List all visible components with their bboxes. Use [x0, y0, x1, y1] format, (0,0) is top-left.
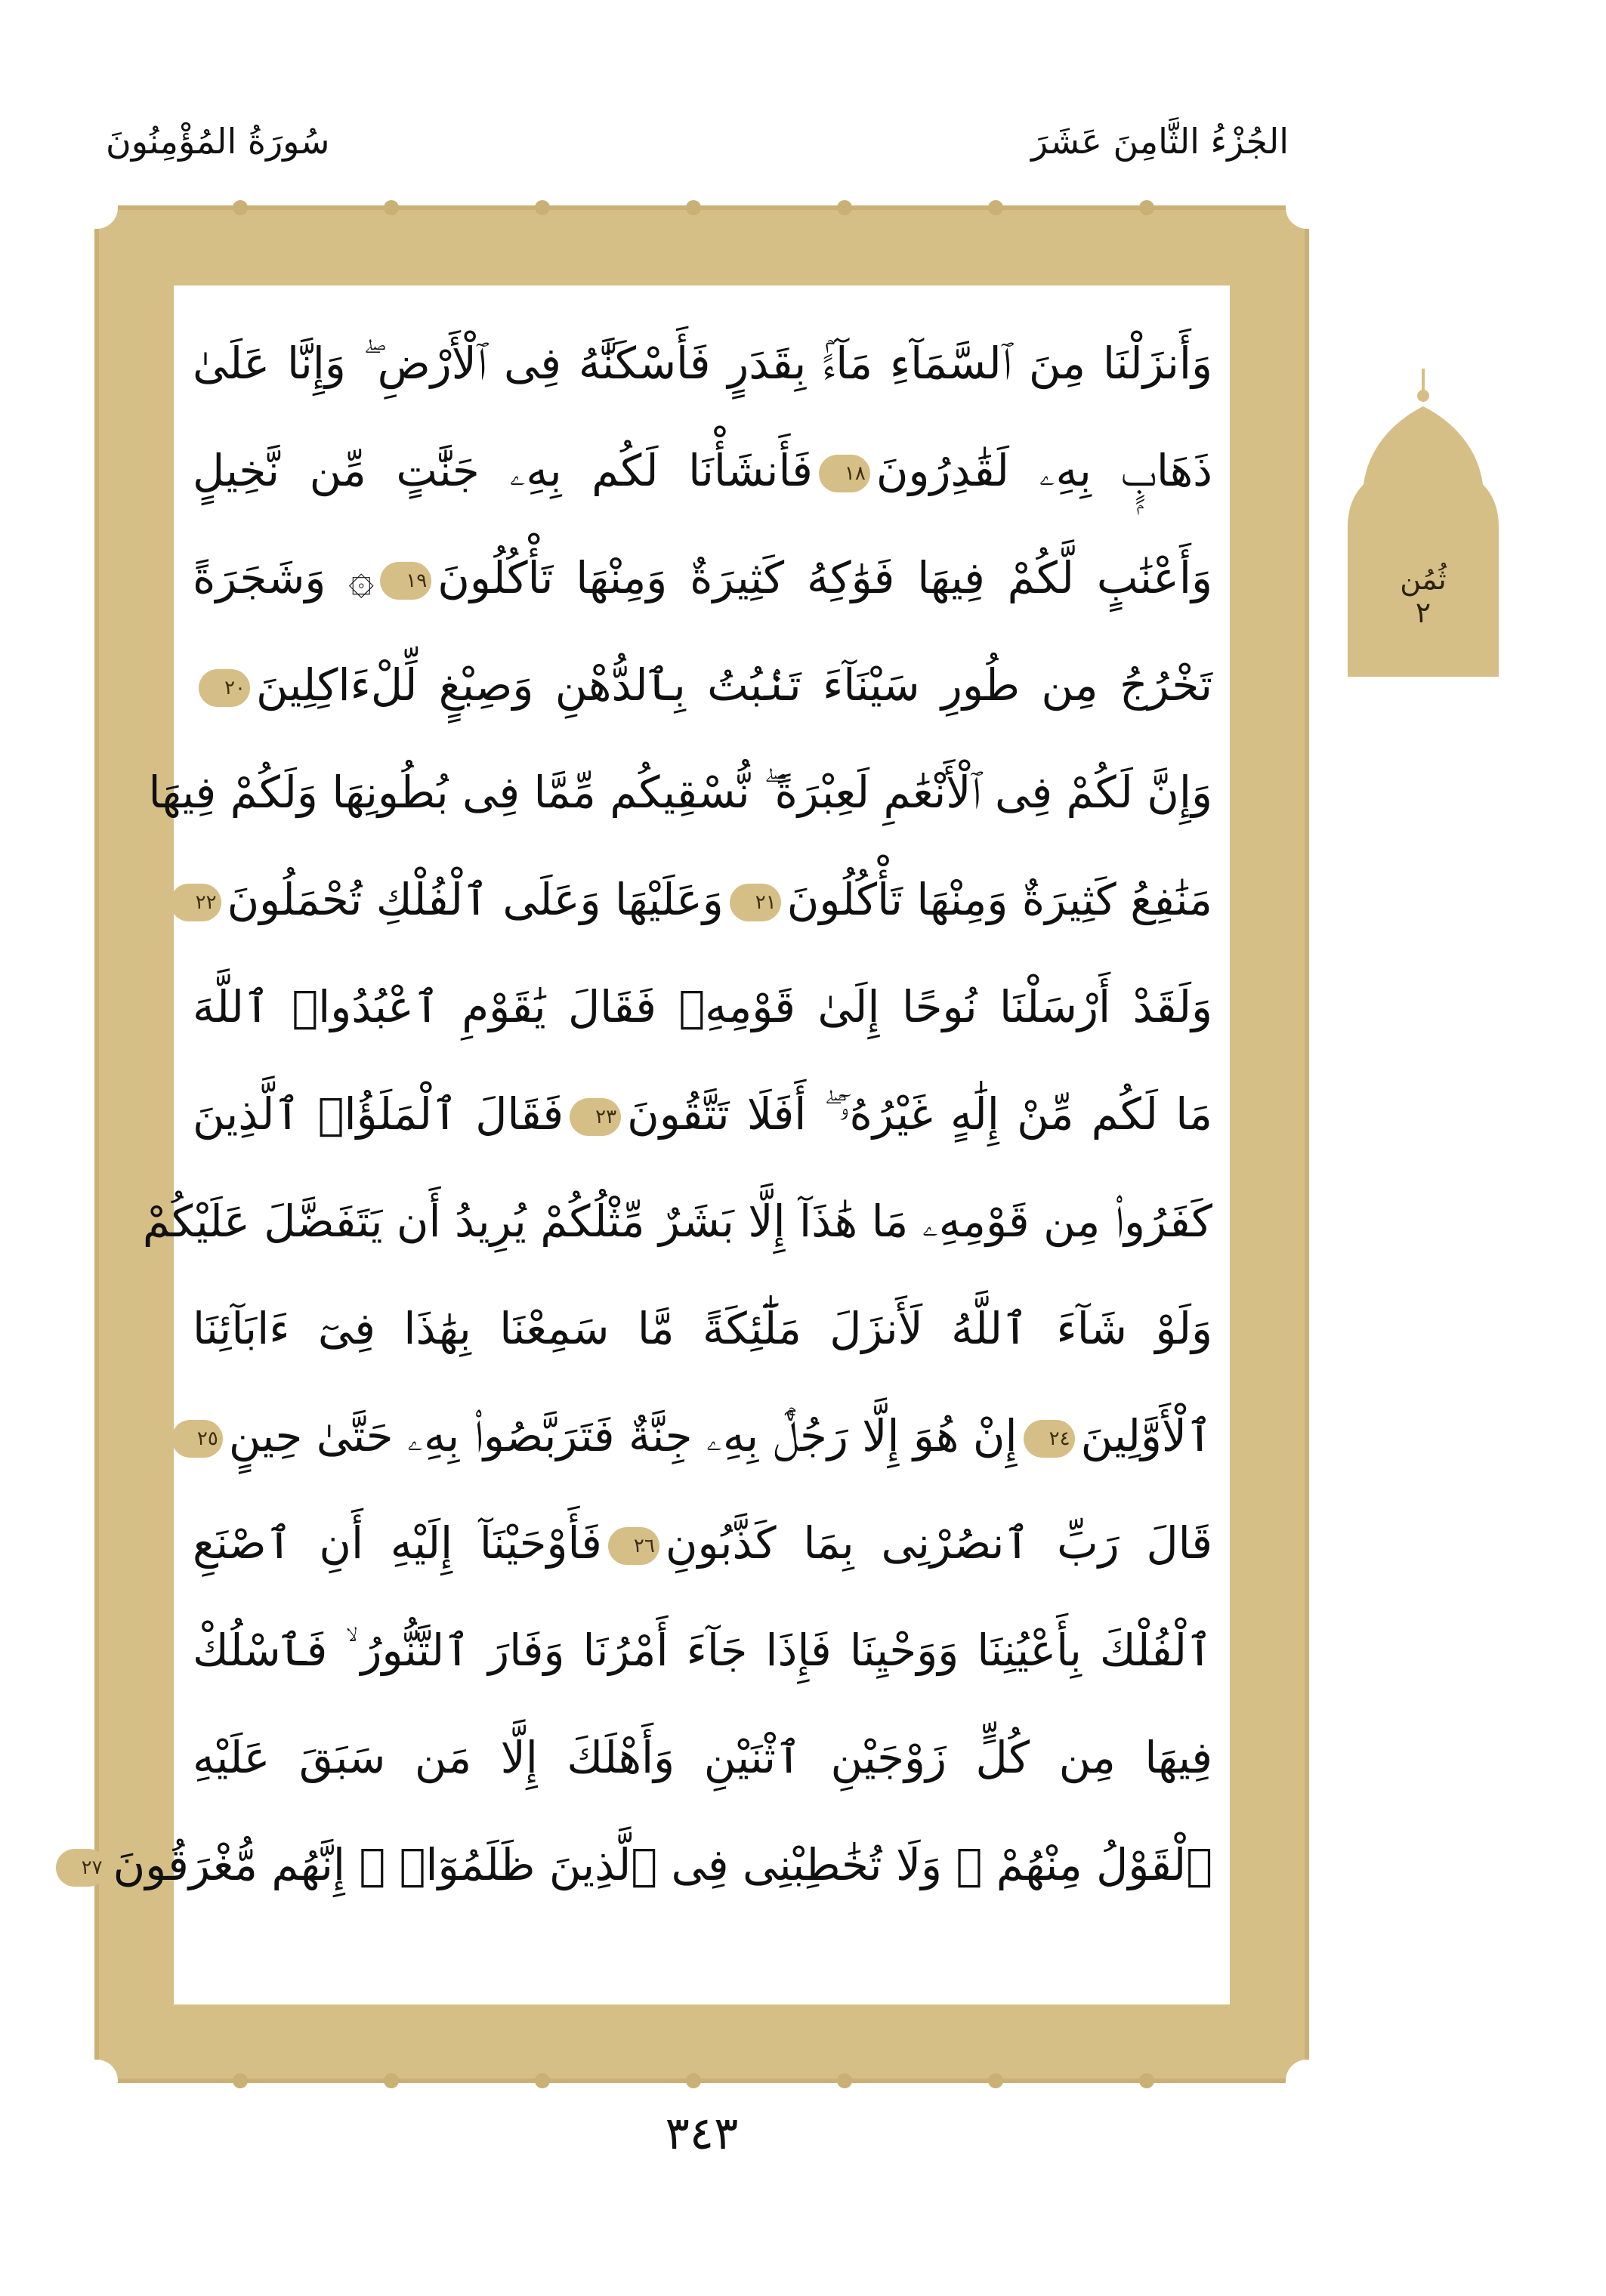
- text-line: وَأَعْنَٰبٍ لَّكُمْ فِيهَا فَوَٰكِهُ كَثِيرَةٌ وَمِنْهَا تَأْكُلُونَ١٩۞ وَشَجَرَةً: [193, 552, 1213, 603]
- text-line: ٱلْأَوَّلِينَ٢٤إِنْ هُوَ إِلَّا رَجُلٌۢ بِهِۦ جِنَّةٌ فَتَرَبَّصُوا۟ بِهِۦ حَتَّىٰ حِينٍ٢٥: [193, 1382, 1212, 1489]
- text-line: ٱلْفُلْكَ بِأَعْيُنِنَا وَوَحْيِنَا فَإِذَا جَآءَ أَمْرُنَا وَفَارَ ٱلتَّنُّورُ ۙ فَٱسْلُكْ: [193, 1625, 1212, 1676]
- surah-title: سُورَةُ المُؤْمِنُونَ: [106, 121, 330, 162]
- ayah-marker: ٢٥: [171, 1420, 223, 1458]
- text-line: وَإِنَّ لَكُمْ فِى ٱلْأَنْعَٰمِ لَعِبْرَةً ۖ نُّسْقِيكُم مِّمَّا فِى بُطُونِهَا وَلَكُمْ فِيهَا: [148, 767, 1212, 818]
- ayah-marker: ٢٠: [199, 669, 250, 707]
- text-line: تَخْرُجُ مِن طُورِ سَيْنَآءَ تَنۢبُتُ بِٱلدُّهْنِ وَصِبْغٍ لِّلْءَاكِلِينَ٢٠: [193, 631, 1212, 739]
- juz-title: الجُزْءُ الثَّامِنَ عَشَرَ: [1031, 121, 1289, 162]
- ayah-marker: ٢١: [730, 884, 781, 921]
- text-line: وَلَقَدْ أَرْسَلْنَا نُوحًا إِلَىٰ قَوْمِهِۦ فَقَالَ يَٰقَوْمِ ٱعْبُدُوا۟ ٱللَّهَ: [193, 981, 1212, 1032]
- ayah-marker: ١٩: [380, 562, 431, 600]
- text-line: مَا لَكُم مِّنْ إِلَٰهٍ غَيْرُهُۥٓ ۖ أَفَلَا تَتَّقُونَ٢٣فَقَالَ ٱلْمَلَؤُا۟ ٱلَّذِينَ: [193, 1088, 1212, 1140]
- quran-text: [81, 310, 1213, 1918]
- page-number: ٣٤٣: [665, 2107, 739, 2160]
- text-line: ذَهَابٍۭ بِهِۦ لَقَٰدِرُونَ١٨فَأَنشَأْنَا لَكُم بِهِۦ جَنَّٰتٍ مِّن نَّخِيلٍ: [193, 445, 1212, 496]
- text-line: كَفَرُوا۟ مِن قَوْمِهِۦ مَا هَٰذَآ إِلَّا بَشَرٌ مِّثْلُكُمْ يُرِيدُ أَن يَتَفَضَّلَ عَلَيْكُمْ: [142, 1196, 1212, 1247]
- hizb-marker-icon: [1348, 369, 1499, 677]
- ayah-marker: ٢٧: [56, 1849, 107, 1887]
- text-line: قَالَ رَبِّ ٱنصُرْنِى بِمَا كَذَّبُونِ٢٦فَأَوْحَيْنَآ إِلَيْهِ أَنِ ٱصْنَعِ: [193, 1517, 1212, 1569]
- hizb-label: ثُمُن ٢: [1400, 563, 1447, 629]
- ayah-marker: ١٨: [819, 455, 870, 492]
- text-line: مَنَٰفِعُ كَثِيرَةٌ وَمِنْهَا تَأْكُلُونَ٢١وَعَلَيْهَا وَعَلَى ٱلْفُلْكِ تُحْمَلُونَ٢٢: [193, 846, 1212, 953]
- text-line: وَلَوْ شَآءَ ٱللَّهُ لَأَنزَلَ مَلَٰٓئِكَةً مَّا سَمِعْنَا بِهَٰذَا فِىٓ ءَابَآئِنَا: [193, 1303, 1212, 1354]
- ayah-marker: ٢٣: [570, 1098, 621, 1136]
- ayah-marker: ٢٢: [170, 884, 221, 921]
- text-line: ٱلْقَوْلُ مِنْهُمْ ۖ وَلَا تُخَٰطِبْنِى فِى ٱلَّذِينَ ظَلَمُوٓا۟ ۖ إِنَّهُم مُّغْرَقُونَ٢٧: [193, 1811, 1212, 1918]
- ayah-marker: ٢٦: [608, 1527, 659, 1565]
- text-line: فِيهَا مِن كُلٍّ زَوْجَيْنِ ٱثْنَيْنِ وَأَهْلَكَ إِلَّا مَن سَبَقَ عَلَيْهِ: [193, 1732, 1212, 1783]
- text-line: وَأَنزَلْنَا مِنَ ٱلسَّمَآءِ مَآءًۢ بِقَدَرٍ فَأَسْكَنَّٰهُ فِى ٱلْأَرْضِ ۖ وَإِنَّا عَلَىٰ: [193, 338, 1212, 389]
- ayah-marker: ٢٤: [1024, 1420, 1075, 1458]
